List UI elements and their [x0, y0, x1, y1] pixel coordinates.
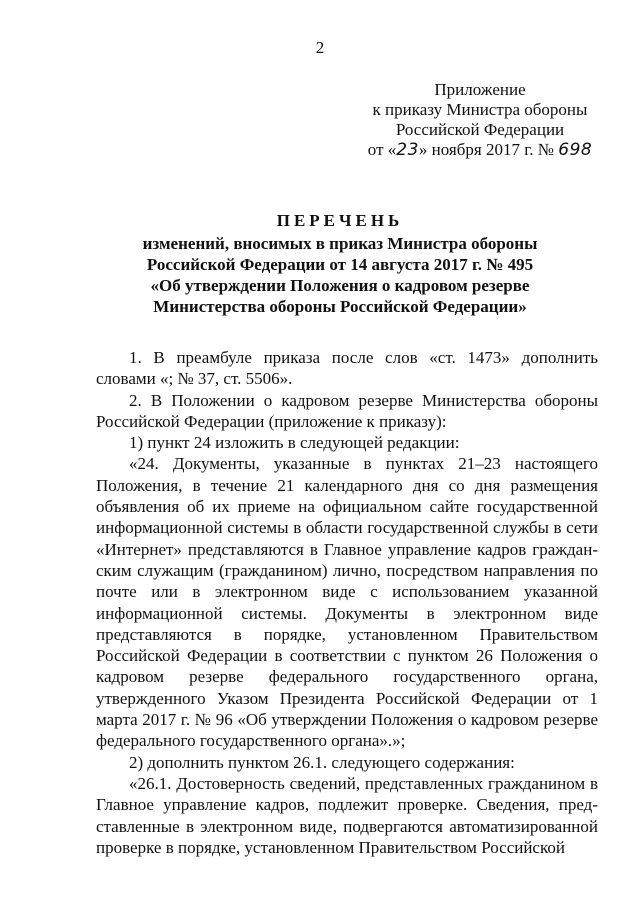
- document-title: [70, 210, 610, 317]
- title-line-4: Министерства обороны Российской Федерации»: [153, 297, 527, 316]
- page-number: 2: [315, 38, 325, 57]
- appendix-date-line: [340, 140, 620, 160]
- paragraph-4: «24. Документы, указанные в пунктах 21–23 настоящего Положения, в течение 21 календарного дня со дня размещения объявления об их приеме на официальном сайте государственной информационной системы в области государственной службы в сети «Интернет» представляются в Главное управление кадров гражданским служащим (гражданином) лично, посредством направления по почте или в электронном виде с использованием указанной информационной системы. Документы в электронном виде представляются в порядке, установленном Правительством Российской Федерации в соответствии с пунктом 26 Положения о кадровом резерве федерального государственного органа, утвержденного Указом Президента Российской Федерации от 1 марта 2017 г. № 96 «Об утверждении Положения о кадровом резерве федерального государственного органа».»;: [96, 454, 598, 751]
- paragraph-6: «26.1. Достоверность сведений, представленных гражданином в Главное управление кадров, подлежит проверке. Сведения, представленные в электронном виде, подвергаются автоматизированной проверке в порядке, установленном Правительством Российской: [96, 773, 598, 857]
- title-line-2: Российской Федерации от 14 августа 2017 г. № 495: [146, 255, 534, 274]
- appendix-block: [340, 80, 620, 160]
- title-heading: ПЕРЕЧЕНЬ: [276, 211, 404, 230]
- appendix-line-1: Приложение: [434, 80, 526, 99]
- date-middle: » ноября 2017 г. №: [418, 140, 554, 159]
- document-body: [96, 347, 598, 858]
- order-number: 698: [558, 140, 593, 160]
- date-prefix: от «: [367, 140, 397, 159]
- paragraph-1: 1. В преамбуле приказа после слов «ст. 1473» дополнить словами «; № 37, ст. 5506».: [96, 348, 598, 389]
- order-day: 23: [396, 140, 419, 160]
- paragraph-2: 2. В Положении о кадровом резерве Министерства обороны Российской Федерации (приложение к приказу):: [96, 390, 598, 431]
- appendix-line-2: к приказу Министра обороны: [372, 100, 588, 119]
- paragraph-5: 2) дополнить пунктом 26.1. следующего содержания:: [129, 752, 515, 772]
- appendix-line-3: Российской Федерации: [395, 120, 565, 139]
- title-line-1: изменений, вносимых в приказ Министра обороны: [142, 234, 538, 253]
- title-line-3: «Об утверждении Положения о кадровом резерве: [150, 276, 530, 295]
- paragraph-3: 1) пункт 24 изложить в следующей редакции:: [129, 433, 460, 453]
